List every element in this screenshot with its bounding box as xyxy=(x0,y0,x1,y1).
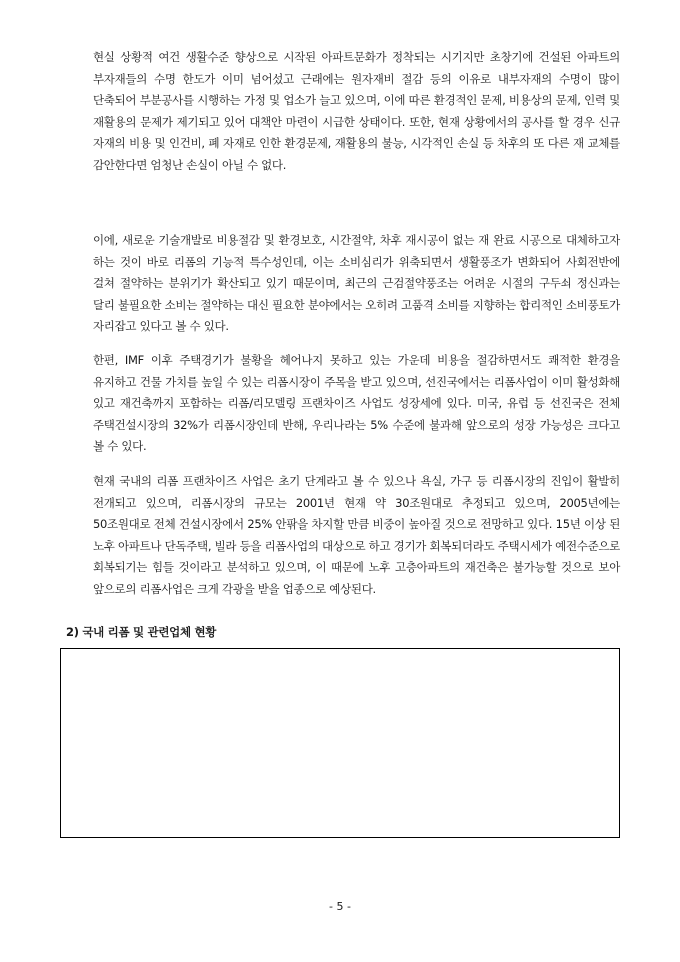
paragraph-reform-purpose: 이에, 새로운 기술개발로 비용절감 및 환경보호, 시간절약, 차후 재시공이 없는 재 완료 시공으로 대체하고자 하는 것이 바로 리폼의 기능적 특수성인데, 이는 소비심리가 위축되면서 생활풍조가 변화되어 사회전반에 걸쳐 절약하는 분위기가 확산되고 있기 때문이며, 최근의 근검절약풍조는 어려운 시절의 구두쇠 정신과는 달리 불필요한 소비는 절약하는 대신 필요한 분야에서는 오히려 고품격 소비를 지향하는 합리적인 소비풍토가 자리잡고 있다고 볼 수 있다. xyxy=(93,233,620,334)
page-number: - 5 - xyxy=(329,900,351,913)
paragraph-reform-market: 한편, IMF 이후 주택경기가 불황을 헤어나지 못하고 있는 가운데 비용을 절감하면서도 쾌적한 환경을 유지하고 건물 가치를 높일 수 있는 리폼시장이 주목을 받고 있으며, 선진국에서는 리폼사업이 이미 활성화해 있고 재건축까지 포함하는 리폼/리모델링 프랜차이즈 사업도 성장세에 있다. 미국, 유럽 등 선진국은 전체 주택건설시장의 32%가 리폼시장인데 반해, 우리나라는 5% 수준에 불과해 앞으로의 성장 가능성은 크다고 볼 수 있다. xyxy=(93,353,620,454)
paragraph-housing-conditions: 현실 상황적 여건 생활수준 향상으로 시작된 아파트문화가 정착되는 시기지만 초창기에 건설된 아파트의 부자재들의 수명 한도가 이미 넘어섰고 근래에는 원자재비 절감 등의 이유로 내부자재의 수명이 많이 단축되어 부분공사를 시행하는 가정 및 업소가 늘고 있으며, 이에 따른 환경적인 문제, 비용상의 문제, 인력 및 재활용의 문제가 제기되고 있어 대책안 마련이 시급한 상태이다. 또한, 현재 상황에서의 공사를 할 경우 신규 자재의 비용 및 인건비, 폐 자재로 인한 환경문제, 재활용의 불능, 시각적인 손실 등 차후의 또 다른 재 교체를 감안한다면 엄청난 손실이 아닐 수 없다. xyxy=(93,50,620,172)
empty-content-box xyxy=(60,648,620,838)
paragraph-domestic-outlook: 현재 국내의 리폼 프랜차이즈 사업은 초기 단계라고 볼 수 있으나 욕실, 가구 등 리폼시장의 진입이 활발히 전개되고 있으며, 리폼시장의 규모는 2001년 현재 약 30조원대로 추정되고 있으며, 2005년에는 50조원대로 전체 건설시장에서 25% 안팎을 차지할 만큼 비중이 높아질 것으로 전망하고 있다. 15년 이상 된 노후 아파트나 단독주택, 빌라 등을 리폼사업의 대상으로 하고 경기가 회복되더라도 주택시세가 예전수준으로 회복되기는 힘들 것이라고 분석하고 있으며, 이 때문에 노후 고층아파트의 재건축은 불가능할 것으로 보아 앞으로의 리폼사업은 크게 각광을 받을 업종으로 예상된다. xyxy=(93,474,620,596)
section-heading: 2) 국내 리폼 및 관련업체 현황 xyxy=(66,625,217,639)
